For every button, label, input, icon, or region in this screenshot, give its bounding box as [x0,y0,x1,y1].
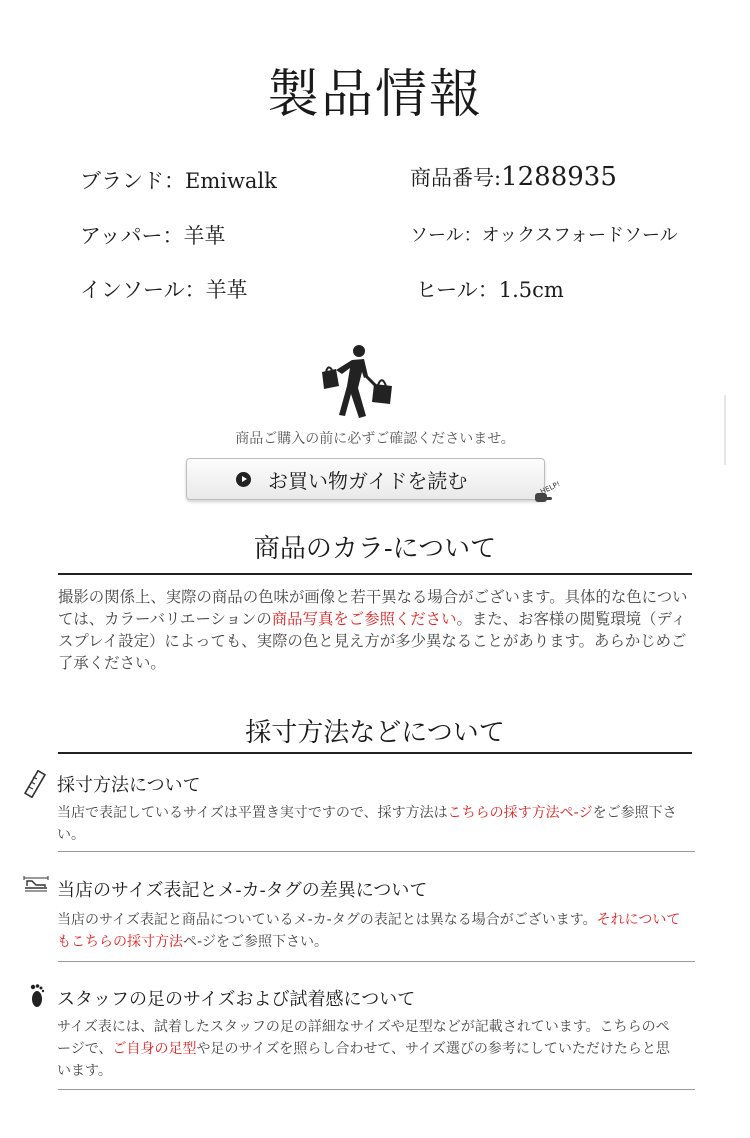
ruler-icon [23,770,47,798]
foot-shape-link[interactable]: ご自身の足型 [112,1041,197,1057]
color-text-highlight: 商品写真をご参照ください [271,610,457,628]
page-title: 製品情報 [266,65,483,125]
shopper-icon [314,342,398,420]
measure-item-1-heading: 採寸方法について [57,775,201,796]
product-number-label: 商品番号: [410,166,502,190]
edge-mark [724,395,726,465]
play-icon [236,472,251,487]
spec-upper: アッパー：羊革 [80,224,226,248]
help-text: HELP! [539,480,562,496]
measure-item-3-text-part-2: や足のサイズを照らし合わせて、サイズ選びの参考にしていただけたらと思います。 [57,1041,670,1079]
spec-brand: ブランド：Emiwalk [80,169,277,193]
measure-section-divider [58,752,692,754]
item-divider-3 [58,1089,695,1090]
measure-item-1-text-part-2: をご参照下さい。 [57,805,677,843]
footprint-icon [28,983,46,1009]
measure-item-1-text-part-1: 当店で表記しているサイズは平置き実寸ですので、採す方法は [57,805,448,821]
color-text-part-2: 。また、お客様の閲覧環境（ディスプレイ設定）によっても、実際の色と見え方が多少異なることがあります。あらかじめご了承ください。 [58,610,687,672]
measure-item-3-text [57,1016,675,1082]
color-section-title: 商品のカラ-について [253,534,497,564]
measure-item-2-heading: 当店のサイズ表記とメ-カ-タグの差異について [57,880,428,901]
measure-method-link[interactable]: こちらの採す方法ペ-ジ [447,805,593,821]
guide-caption: 商品ご購入の前に必ずご確認くださいませ。 [235,431,515,447]
measure-item-1-text [57,802,677,846]
product-number-value: 1288935 [501,162,617,192]
measure-item-2-text-part-1: 当店のサイズ表記と商品についているメ-カ-タグの表記とは異なる場合がございます。 [57,912,597,928]
measure-item-2-text-part-2: ペ-ジをご参照下さい。 [183,934,329,950]
spec-heel: ヒール：1.5cm [416,278,564,302]
color-text-part-1: 撮影の関係上、実際の商品の色味が画像と若干異なる場合がございます。具体的な色については、カラーバリエーションの [58,588,688,628]
item-divider-1 [58,851,695,852]
color-section-text [58,586,694,674]
shopping-guide-button[interactable] [186,458,545,500]
spec-product-number [410,162,617,192]
measure-item-3-text-part-1: サイズ表には、試着したスタッフの足の詳細なサイズや足型などが記載されています。こちらのページで、 [57,1019,670,1057]
item-divider-2 [58,961,695,962]
shoe-measure-icon [23,875,49,893]
spec-insole: インソール：羊革 [80,278,248,302]
measure-item-3-heading: スタッフの足のサイズおよび試着感について [57,989,416,1010]
size-difference-link[interactable]: それについてもこちらの採寸方法 [57,912,681,950]
measure-section-title: 採寸方法などについて [245,718,505,748]
color-section-divider [58,573,692,575]
help-tag [526,480,566,510]
spec-sole: ソール：オックスフォードソール [410,225,678,246]
measure-item-2-text [57,909,683,953]
shopping-guide-label: お買い物ガイドを読む [268,468,468,493]
